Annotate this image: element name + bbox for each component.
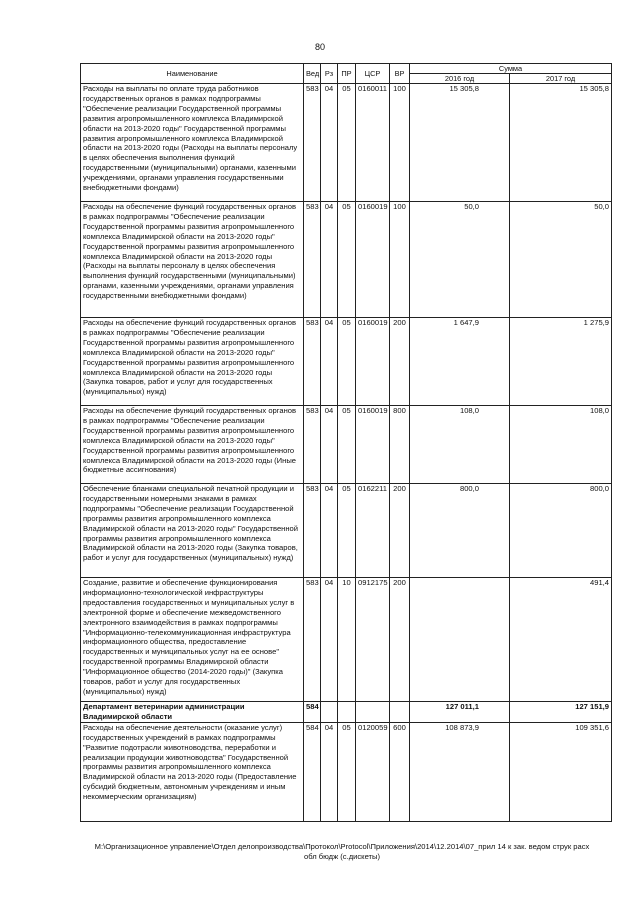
table-row <box>81 84 612 202</box>
row-name-cell: Расходы на обеспечение функций государственных органов в рамках подпрограммы "Обеспечение реализации Государственной программы развития агропромышленного комплекса Владимирской области на 2013-2020 годы" Государственной программы развития агропромышленного комплекса Владимирской области на 2013-2020 годы (Расходы на выплаты персоналу в целях обеспечения выполнения функций государственными (муниципальными) органами, казенными учреждениями, органами управления государственными внебюджетными фондами) <box>81 202 304 318</box>
row-name-cell: Расходы на обеспечение деятельности (оказание услуг) государственных учреждений в рамках подпрограммы "Развитие подотрасли животноводства, переработки и реализации продукции животноводства" Государственной программы развития агропромышленного комплекса Владимирской области на 2013-2020 годы (Предоставление субсидий бюджетным, автономным учреждениям и иным некоммерческим организациям) <box>81 722 304 821</box>
footer-line-1: M:\Организационное управление\Отдел делопроизводства\Протокол\Protocol\Приложения\2014\12.2014\07_прил 14 к зак. ведом струк расх <box>94 842 590 851</box>
row-2017-amount-cell: 50,0 <box>510 202 612 318</box>
table-row <box>81 484 612 578</box>
row-csr-cell <box>356 702 390 723</box>
row-ved-cell: 583 <box>304 406 321 484</box>
row-rz-cell: 04 <box>321 722 338 821</box>
row-2017-amount-cell: 109 351,6 <box>510 722 612 821</box>
page-number: 80 <box>314 42 325 52</box>
row-vr-cell: 200 <box>390 318 410 406</box>
row-pr-cell: 10 <box>338 578 356 702</box>
row-csr-cell: 0160011 <box>356 84 390 202</box>
table-row <box>81 202 612 318</box>
row-ved-cell: 583 <box>304 484 321 578</box>
row-2016-amount-cell: 15 305,8 <box>410 84 510 202</box>
budget-table <box>80 63 612 822</box>
row-vr-cell: 600 <box>390 722 410 821</box>
row-rz-cell: 04 <box>321 578 338 702</box>
row-name-cell: Расходы на обеспечение функций государственных органов в рамках подпрограммы "Обеспечение реализации Государственной программы развития агропромышленного комплекса Владимирской области на 2013-2020 годы" Государственной программы развития агропромышленного комплекса Владимирской области на 2013-2020 годы (Иные бюджетные ассигнования) <box>81 406 304 484</box>
row-2016-amount-cell: 50,0 <box>410 202 510 318</box>
row-2016-amount-cell: 108 873,9 <box>410 722 510 821</box>
row-pr-cell: 05 <box>338 484 356 578</box>
row-csr-cell: 0160019 <box>356 202 390 318</box>
row-pr-cell: 05 <box>338 722 356 821</box>
row-csr-cell: 0912175 <box>356 578 390 702</box>
row-name-cell: Создание, развитие и обеспечение функционирования информационно-технологической инфраструктуры предоставления государственных и муниципальных услуг в электронной форме и обеспечение межведомственного электронного взаимодействия в рамках подпрограммы "Информационно-телекоммуникационная инфраструктура информационного общества, предоставление государственных и муниципальных услуг на ее основе" государственной программы Владимирской области "Информационное общество (2014-2020 годы)" (Закупка товаров, работ и услуг для государственных (муниципальных) нужд) <box>81 578 304 702</box>
row-rz-cell <box>321 702 338 723</box>
row-2017-amount-cell: 15 305,8 <box>510 84 612 202</box>
row-csr-cell: 0162211 <box>356 484 390 578</box>
row-2017-amount-cell: 108,0 <box>510 406 612 484</box>
row-2016-amount-cell: 800,0 <box>410 484 510 578</box>
row-2016-amount-cell <box>410 578 510 702</box>
footer-file-path <box>92 842 592 862</box>
row-rz-cell: 04 <box>321 484 338 578</box>
row-name-cell: Департамент ветеринарии администрации Владимирской области <box>81 702 304 723</box>
header-ved: Вед <box>304 64 321 84</box>
row-ved-cell: 583 <box>304 84 321 202</box>
row-2017-amount-cell: 491,4 <box>510 578 612 702</box>
row-2017-amount-cell: 800,0 <box>510 484 612 578</box>
row-pr-cell: 05 <box>338 202 356 318</box>
table-row <box>81 318 612 406</box>
header-vr: ВР <box>390 64 410 84</box>
header-rz: Рз <box>321 64 338 84</box>
row-vr-cell: 200 <box>390 578 410 702</box>
row-csr-cell: 0160019 <box>356 318 390 406</box>
row-pr-cell: 05 <box>338 84 356 202</box>
row-rz-cell: 04 <box>321 406 338 484</box>
row-rz-cell: 04 <box>321 202 338 318</box>
row-vr-cell: 100 <box>390 84 410 202</box>
row-name-cell: Расходы на выплаты по оплате труда работников государственных органов в рамках подпрограммы "Обеспечение реализации Государственной программы развития агропромышленного комплекса Владимирской области на 2013-2020 годы" Государственной программы развития агропромышленного комплекса Владимирской области на 2013-2020 годы (Расходы на выплаты персоналу в целях обеспечения выполнения функций государственными (муниципальными) органами, казенными учреждениями, органами управления государственными внебюджетными фондами) <box>81 84 304 202</box>
row-vr-cell: 200 <box>390 484 410 578</box>
header-sum: Сумма <box>410 64 612 74</box>
row-2016-amount-cell: 1 647,9 <box>410 318 510 406</box>
header-year-2017: 2017 год <box>510 74 612 84</box>
row-pr-cell: 05 <box>338 318 356 406</box>
row-2017-amount-cell: 127 151,9 <box>510 702 612 723</box>
row-vr-cell: 800 <box>390 406 410 484</box>
row-rz-cell: 04 <box>321 84 338 202</box>
table-row <box>81 722 612 821</box>
row-name-cell: Расходы на обеспечение функций государственных органов в рамках подпрограммы "Обеспечение реализации Государственной программы развития агропромышленного комплекса Владимирской области на 2013-2020 годы" Государственной программы развития агропромышленного комплекса Владимирской области на 2013-2020 годы (Закупка товаров, работ и услуг для государственных (муниципальных) нужд) <box>81 318 304 406</box>
row-2016-amount-cell: 108,0 <box>410 406 510 484</box>
row-ved-cell: 583 <box>304 318 321 406</box>
row-name-cell: Обеспечение бланками специальной печатной продукции и государственными номерными знаками в рамках подпрограммы "Обеспечение реализации Государственной программы развития агропромышленного комплекса Владимирской области на 2013-2020 годы" Государственной программы развития агропромышленного комплекса Владимирской области на 2013-2020 годы (Закупка товаров, работ и услуг для государственных (муниципальных) нужд) <box>81 484 304 578</box>
table-body <box>81 84 612 822</box>
header-pr: ПР <box>338 64 356 84</box>
header-name: Наименование <box>81 64 304 84</box>
row-vr-cell: 100 <box>390 202 410 318</box>
row-2016-amount-cell: 127 011,1 <box>410 702 510 723</box>
row-ved-cell: 584 <box>304 722 321 821</box>
footer-line-2: обл бюдж (с.дискеты) <box>303 852 381 861</box>
table-row <box>81 406 612 484</box>
header-year-2016: 2016 год <box>410 74 510 84</box>
table-row <box>81 702 612 723</box>
row-csr-cell: 0160019 <box>356 406 390 484</box>
header-csr: ЦСР <box>356 64 390 84</box>
row-ved-cell: 583 <box>304 578 321 702</box>
row-rz-cell: 04 <box>321 318 338 406</box>
row-pr-cell <box>338 702 356 723</box>
row-2017-amount-cell: 1 275,9 <box>510 318 612 406</box>
row-csr-cell: 0120059 <box>356 722 390 821</box>
row-vr-cell <box>390 702 410 723</box>
row-pr-cell: 05 <box>338 406 356 484</box>
row-ved-cell: 583 <box>304 202 321 318</box>
row-ved-cell: 584 <box>304 702 321 723</box>
table-row <box>81 578 612 702</box>
